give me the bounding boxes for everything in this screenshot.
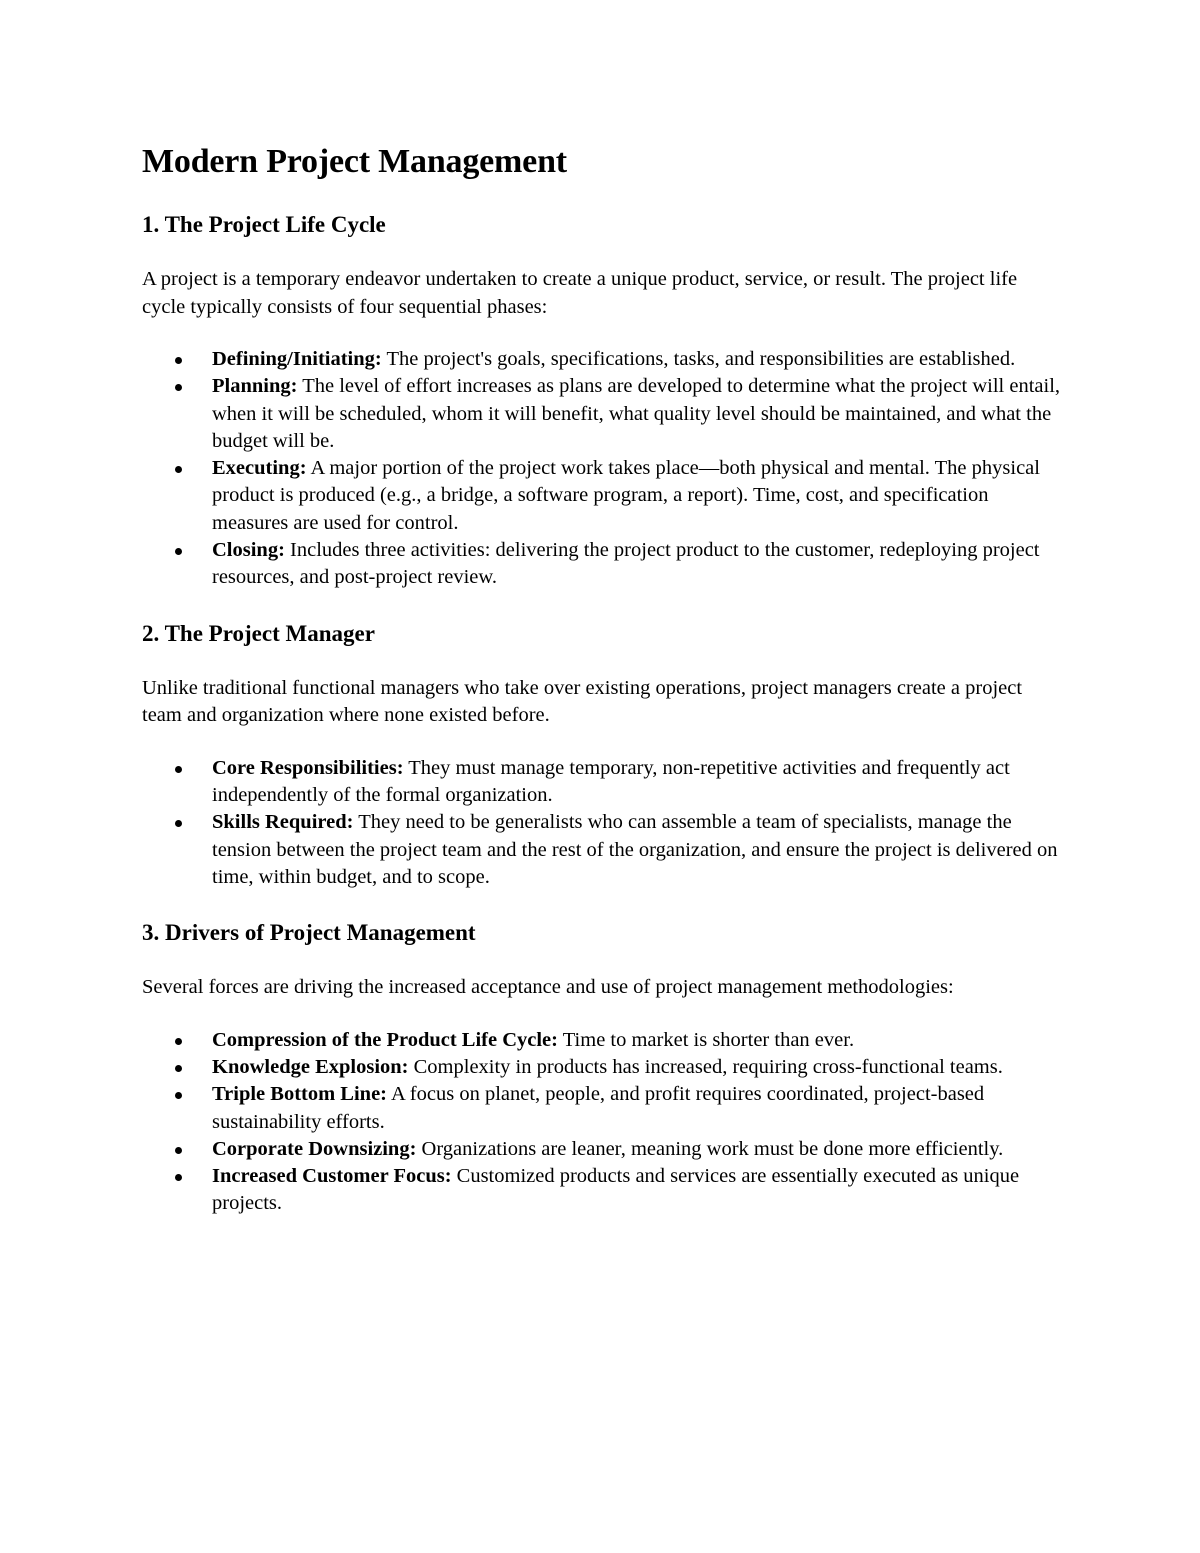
responsibility-list (142, 755, 1062, 891)
item-text: They need to be generalists who can assemble a team of specialists, manage the tension between the project team and the rest of the organization, and ensure the project is delivered on time, within budget, and to scope. (212, 811, 1058, 888)
phase-list (142, 346, 1062, 592)
section-intro: Unlike traditional functional managers who take over existing operations, project managers create a project team and organization where none existed before. (142, 676, 1023, 727)
item-term: Triple Bottom Line: (212, 1083, 387, 1106)
item-term: Skills Required: (212, 811, 354, 834)
item-text: Includes three activities: delivering the project product to the customer, redeploying project resources, and post-project review. (212, 539, 1040, 589)
list-item (142, 1027, 1062, 1054)
section-intro: A project is a temporary endeavor undertaken to create a unique product, service, or result. The project life cycle typically consists of four sequential phases: (142, 268, 1018, 318)
bullet-icon (175, 1147, 182, 1154)
list-item (142, 346, 1062, 373)
bullet-icon (175, 820, 182, 827)
item-term: Knowledge Explosion: (212, 1055, 409, 1078)
bullet-icon (175, 1065, 182, 1072)
list-item (142, 809, 1062, 891)
item-text: They must manage temporary, non-repetitive activities and frequently act independently of the formal organization. (212, 756, 1010, 806)
bullet-icon (175, 357, 182, 364)
bullet-icon (175, 1174, 182, 1181)
item-text: Customized products and services are essentially executed as unique projects. (212, 1165, 1020, 1215)
item-term: Executing: (212, 457, 307, 480)
list-item (142, 537, 1062, 592)
list-item (142, 1081, 1062, 1136)
drivers-list (142, 1027, 1062, 1218)
list-item (142, 455, 1062, 537)
item-term: Core Responsibilities: (212, 756, 404, 779)
list-item (142, 755, 1062, 810)
list-item (142, 373, 1062, 455)
section-heading: 3. Drivers of Project Management (142, 920, 476, 946)
item-text: Time to market is shorter than ever. (558, 1028, 855, 1051)
item-text: A major portion of the project work takes place—both physical and mental. The physical product is produced (e.g., a bridge, a software program, a report). Time, cost, and specification measures are used for control. (212, 457, 1040, 534)
item-term: Defining/Initiating: (212, 348, 382, 370)
list-item (142, 1163, 1062, 1218)
document-title: Modern Project Management (142, 143, 567, 180)
item-text: The project's goals, specifications, tasks, and responsibilities are established. (381, 348, 1016, 370)
item-term: Corporate Downsizing: (212, 1137, 417, 1160)
section-intro: Several forces are driving the increased acceptance and use of project management methodologies: (142, 976, 954, 999)
item-text: A focus on planet, people, and profit requires coordinated, project-based sustainability efforts. (212, 1083, 985, 1133)
item-term: Increased Customer Focus: (212, 1165, 452, 1188)
bullet-icon (175, 1038, 182, 1045)
bullet-icon (175, 384, 182, 391)
list-item (142, 1054, 1062, 1081)
bullet-icon (175, 1092, 182, 1099)
bullet-icon (175, 466, 182, 473)
bullet-icon (175, 766, 182, 773)
item-term: Planning: (212, 375, 298, 398)
document-page (142, 140, 1062, 1218)
item-text: The level of effort increases as plans are developed to determine what the project will entail, when it will be scheduled, whom it will benefit, what quality level should be maintained, and what the budget will be. (212, 375, 1061, 452)
section-project-manager (142, 619, 1062, 891)
item-term: Closing: (212, 539, 285, 562)
section-drivers (142, 918, 1062, 1218)
bullet-icon (175, 548, 182, 555)
list-item (142, 1136, 1062, 1163)
section-heading: 2. The Project Manager (142, 620, 375, 646)
section-project-life-cycle (142, 210, 1062, 592)
item-text: Complexity in products has increased, requiring cross-functional teams. (408, 1055, 1003, 1078)
item-text: Organizations are leaner, meaning work must be done more efficiently. (416, 1137, 1004, 1160)
section-heading: 1. The Project Life Cycle (142, 212, 386, 237)
item-term: Compression of the Product Life Cycle: (212, 1028, 558, 1051)
